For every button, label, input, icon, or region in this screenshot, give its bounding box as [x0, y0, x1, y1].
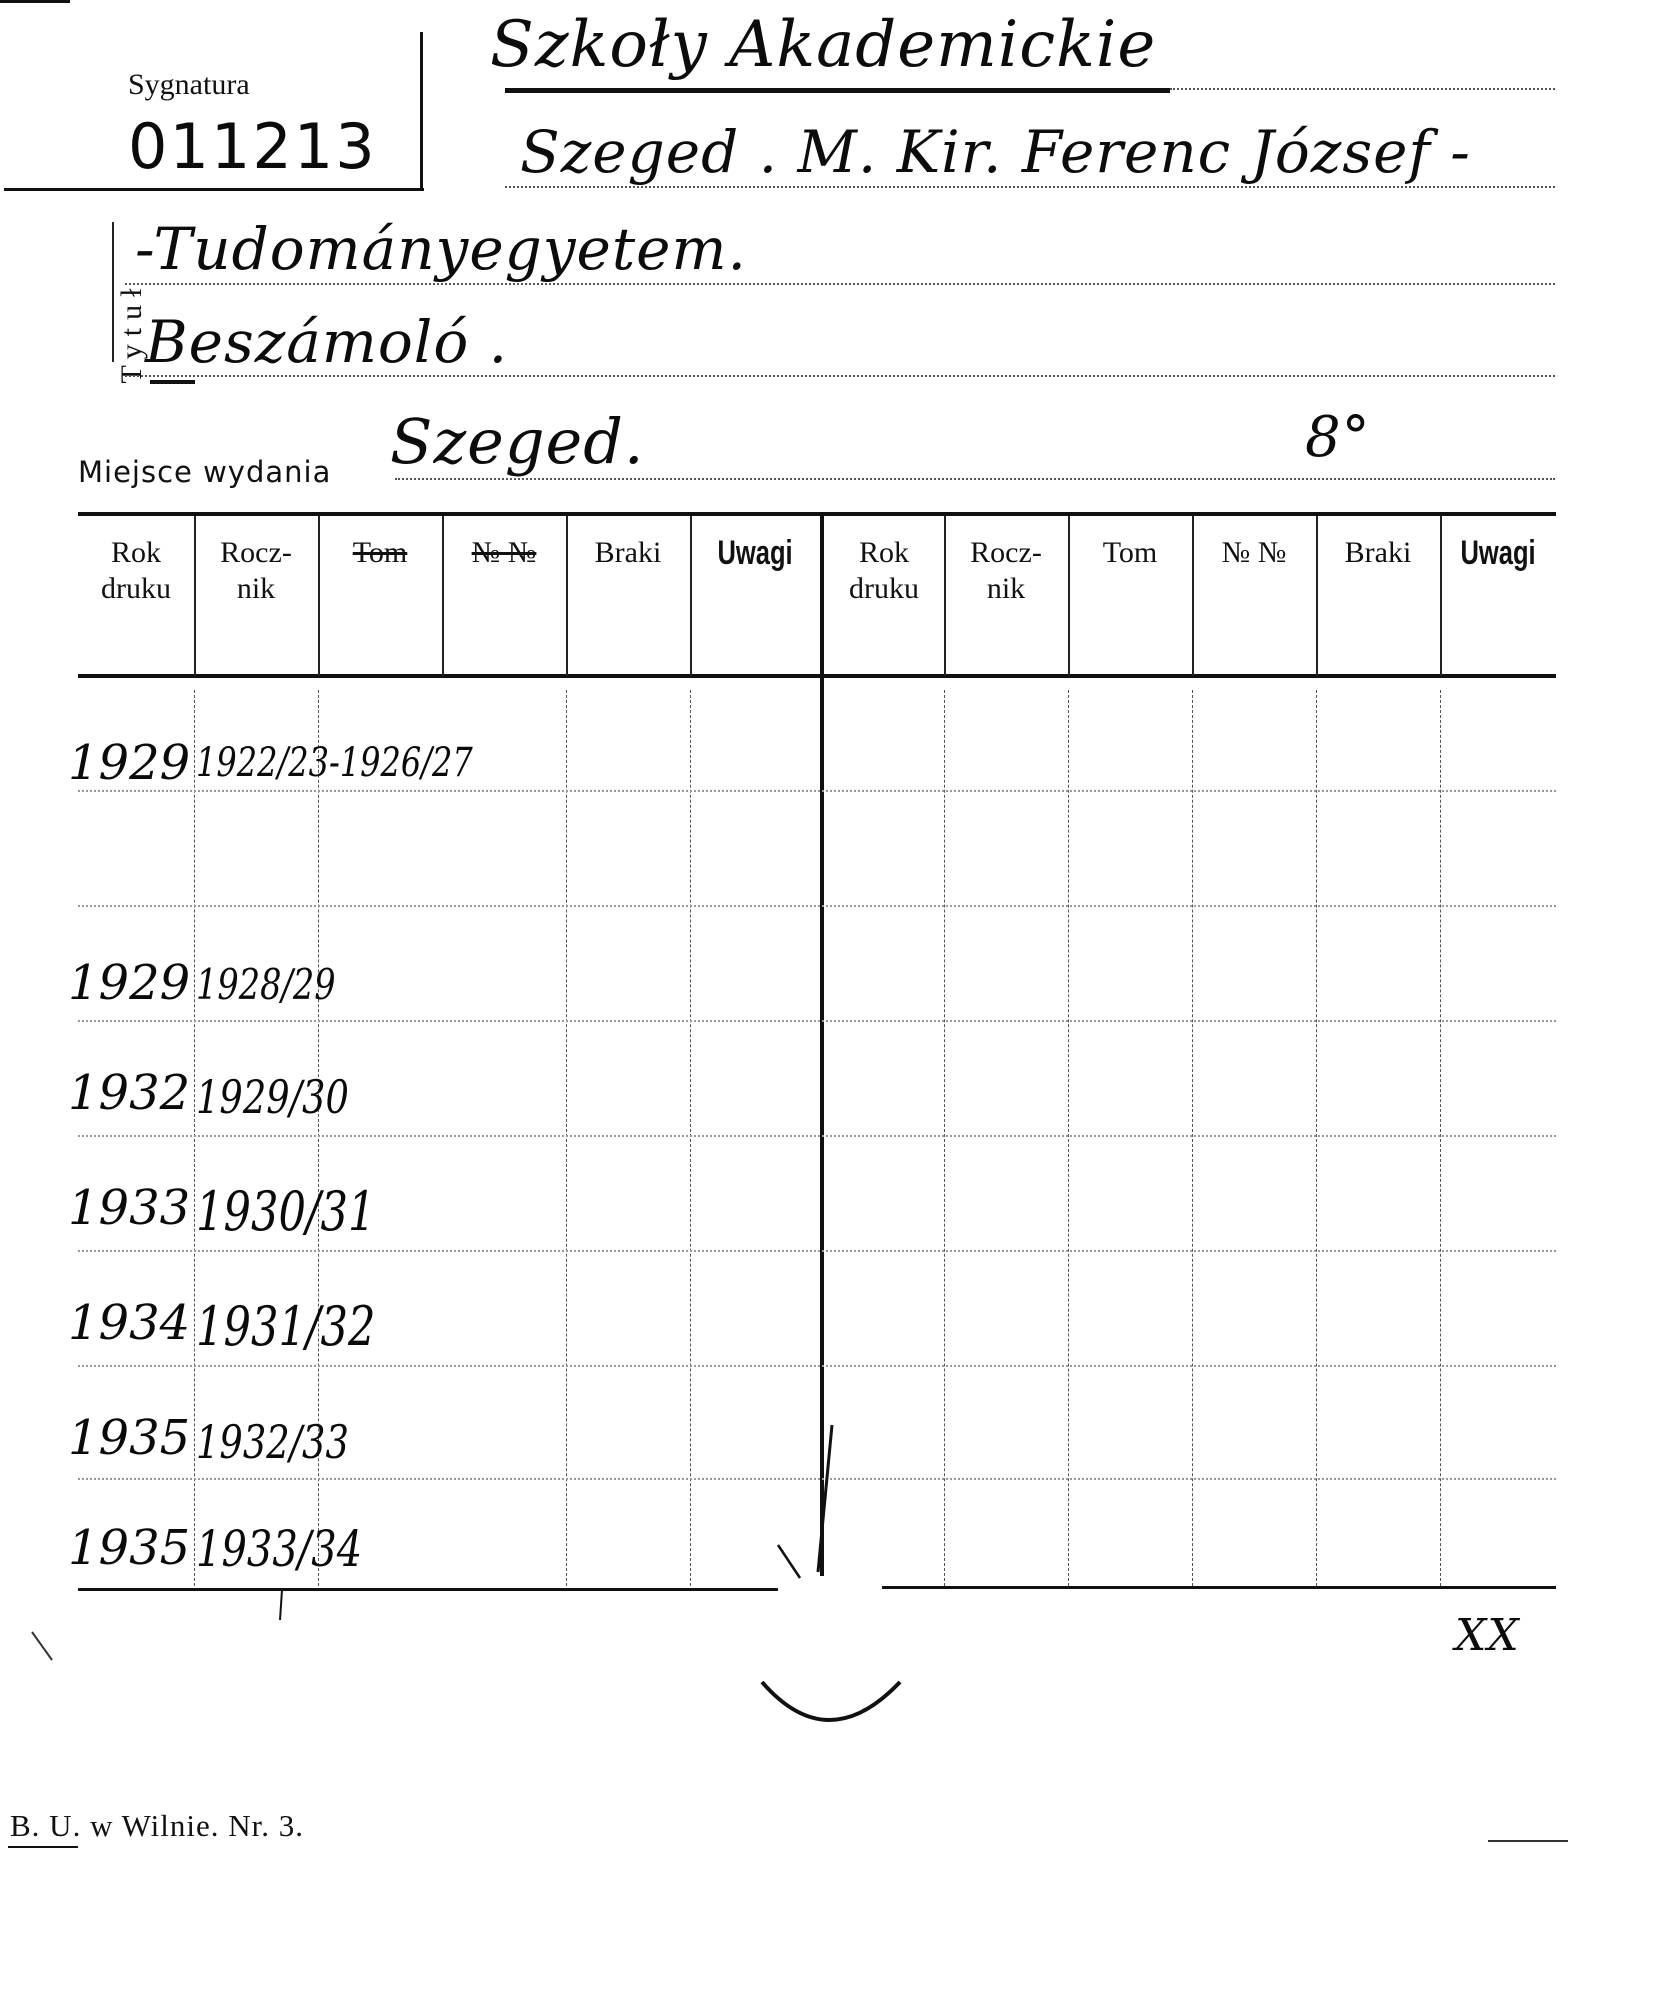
header-numery-2: № №: [1221, 536, 1287, 569]
title-line-3: -Tudományegyetem.: [135, 215, 747, 283]
header-braki-2: Braki: [1344, 536, 1412, 569]
row-4-rocznik: 1929/30: [196, 1070, 349, 1124]
title-line-4: Beszámoló .: [145, 308, 509, 376]
row-4-rok: 1932: [68, 1065, 191, 1121]
title-line-2: Szeged . M. Kir. Ferenc József -: [520, 118, 1471, 186]
corner-mark: XX: [1455, 1610, 1520, 1661]
header-tom-struck: Tom: [352, 536, 408, 569]
place-value: Szeged.: [390, 405, 645, 478]
row-8-rocznik: 1933/34: [196, 1520, 363, 1578]
signature-value: 011213: [128, 110, 377, 183]
format-value: 8°: [1305, 405, 1371, 470]
header-numery-struck: № №: [471, 536, 537, 569]
row-7-rocznik: 1932/33: [196, 1415, 349, 1469]
row-7-rok: 1935: [68, 1410, 191, 1466]
signature-label: Sygnatura: [128, 68, 250, 101]
title-label: Tytuł: [115, 280, 148, 384]
title-line-1: Szkoły Akademickie: [490, 8, 1157, 82]
header-uwagi-2: Uwagi: [1460, 534, 1536, 572]
footer-underline: [8, 1846, 78, 1848]
row-1-rocznik: 1922/23-1926/27: [196, 740, 473, 786]
row-6-rocznik: 1931/32: [196, 1295, 376, 1358]
row-3-rocznik: 1928/29: [196, 960, 336, 1009]
place-label: Miejsce wydania: [78, 455, 332, 489]
header-rok-druku-2: Rok druku: [849, 536, 919, 605]
row-5-rok: 1933: [68, 1180, 191, 1236]
header-uwagi: Uwagi: [717, 534, 793, 572]
footer-text: B. U. w Wilnie. Nr. 3.: [10, 1808, 305, 1843]
header-rocznik-2: Rocz- nik: [970, 536, 1042, 605]
row-1-rok: 1929: [68, 735, 191, 791]
row-8-rok: 1935: [68, 1520, 191, 1576]
row-5-rocznik: 1930/31: [196, 1180, 376, 1243]
header-rok-druku: Rok druku: [101, 536, 171, 605]
footer-right-mark: [1488, 1840, 1568, 1842]
header-braki: Braki: [594, 536, 662, 569]
row-3-rok: 1929: [68, 955, 191, 1011]
header-rocznik: Rocz- nik: [220, 536, 292, 605]
header-tom-2: Tom: [1102, 536, 1158, 569]
row-6-rok: 1934: [68, 1295, 191, 1351]
